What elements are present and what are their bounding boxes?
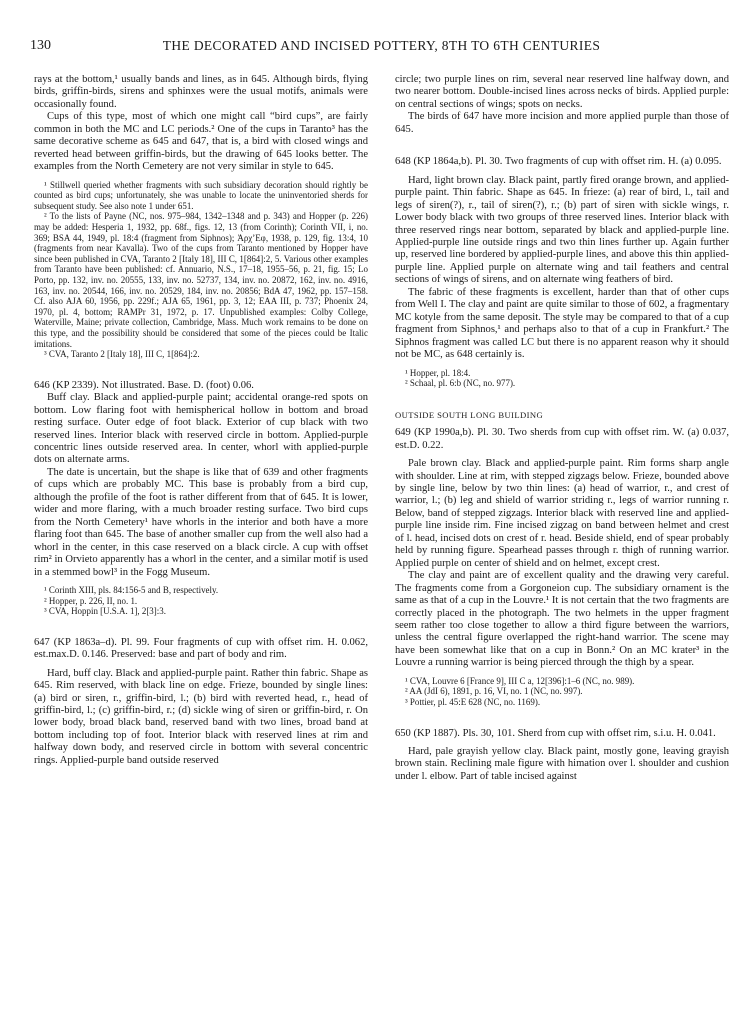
footnote: ³ CVA, Taranto 2 [Italy 18], III C, 1[864]:2.	[44, 349, 200, 360]
catalogue-entry-discussion: The date is uncertain, but the shape is like that of 639 and other fragments of cups which are probably MC. This base is probably from a bird cup, although the profile of the foot is rather different from that of 645. It is lower, wider and more flaring, with a much broader resting surface. Two bird cups from the North Cemetery¹ have whorls in the interior and both have a more flaring foot than 645. The base of another smaller cup from the well also had a whorl in the center, in this case reserved on a black circle. A cup with offset rim² in Orvieto apparently has a whorl in the center, and a similar motif is used in a stemmed bowl³ in the Fogg Museum.	[34, 466, 368, 578]
footnote: ³ CVA, Hoppin [U.S.A. 1], 2[3]:3.	[44, 606, 166, 617]
catalogue-entry-heading: 646 (KP 2339). Not illustrated. Base. D. (foot) 0.06.	[34, 379, 254, 391]
catalogue-entry-description: Hard, buff clay. Black and applied-purple paint. Rather thin fabric. Shape as 645. Rim reserved, with black line on edge. Frieze, bounded by single lines: (a) bird or siren, r., griffin-bird, l.; (b) bird with reverted head, r., head of griffin-bird, l.; (c) griffin-bird, r.; (d) sickle wing of siren or griffin-bird, r. On lower body, broad black band, reserved band with two lines, broad band at bottom including top of foot. Interior black with reserved lines at rim and halfway down body, and reserved circle in bottom with several concentric rings. Applied-purple band outside reserved	[34, 667, 368, 766]
running-title: THE DECORATED AND INCISED POTTERY, 8TH TO 6TH CENTURIES	[162, 38, 601, 53]
footnote: ³ Pottier, pl. 45:E 628 (NC, no. 1169).	[405, 696, 541, 707]
catalogue-entry-discussion: The fabric of these fragments is excellent, harder than that of other cups from Well I. The clay and paint are quite similar to those of 602, a fragmentary MC kotyle from the same deposit. The style may be compared to that of a cup fragment from Siphnos,¹ and perhaps also to that of a cup in Frankfurt.² The Siphnos fragment was called LC but there is no apparent reason why it should not be MC, as 648 certainly is.	[395, 286, 729, 361]
footnote: ¹ Stillwell queried whether fragments with such subsidiary decoration should rightly be counted as bird cups; unfortunately, she was unable to locate the uninventoried sherds for subsequent study. See also note 1 under 651.	[34, 179, 368, 211]
catalogue-entry-description: Buff clay. Black and applied-purple paint; accidental orange-red spots on bottom. Low flaring foot with hemispherical hollow in bottom and broad resting surface. Outer edge of foot black. Exterior of cup black with two reserved lines. Interior black with reserved circle in bottom. Applied-purple concentric lines outside reserved area. In center, whorl with applied-purple dots on alternate arms.	[34, 392, 368, 466]
left-column	[34, 74, 368, 767]
catalogue-entry-heading: 649 (KP 1990a,b). Pl. 30. Two sherds from cup with offset rim. W. (a) 0.037, est.D. 0.22.	[395, 427, 729, 451]
page-number: 130	[30, 38, 51, 53]
catalogue-entry-description: Hard, light brown clay. Black paint, partly fired orange brown, and applied-purple paint. Thin fabric. Shape as 645. In frieze: (a) rear of bird, l., tail and legs of siren(?), r., tail of siren(?), r.; (b) part of siren with sickle wings, r. Lower body black with two groups of three reserved lines. Interior black with three reserved rings near bottom, separated by black and applied-purple line. Applied-purple line outside rings and two thin lines further up. Again further up, reserved line bordered by applied-purple lines, and above this thin applied-purple line. Applied purple on alternate wing and tail feathers and central sections of wings of sirens, and on alternate wing feathers of bird.	[395, 174, 729, 286]
right-column	[395, 74, 729, 783]
section-heading: OUTSIDE SOUTH LONG BUILDING	[395, 409, 544, 420]
running-header	[30, 38, 723, 56]
footnote: ² To the lists of Payne (NC, nos. 975–984, 1342–1348 and p. 343) and Hopper (p. 226) may be added: Hesperia 1, 1932, pp. 68f., figs. 12, 13 (from Corinth); Corinth VII, i, no. 369; BSA 44, 1949, pl. 18:4 (fragment from Siphnos); Ἀρχ’Εφ, 1938, p. 129, fig. 13:4, 10 (fragments from near Kavalla). Two of the cups from Taranto mentioned by Hopper have since been published in CVA, Taranto 2 [Italy 18], III C, 1[864]:2, 5. Various other examples from Taranto have been published: cf. Annuario, N.S., 17–18, 1955–56, p. 21, fig. 15; Lo Porto, pp. 132, inv. no. 20555, 133, inv. no. 52737, 134, inv. no. 20872, 162, inv. no. 4916, 163, inv. no. 20544, 166, inv. no. 20529, 184, inv. no. 20856; BdA 47, 1962, pp. 157–158. Cf. also AJA 60, 1956, pp. 229f.; AJA 65, 1961, pp. 3, 12; EAA III, p. 737; Phoenix 24, 1970, pl. 4, bottom; RAMPr 31, 1972, p. 17. Unpublished examples: Colby College, Waterville, Maine; private collection, Cambridge, Mass. Much work remains to be done on this type, and the possibility should be considered that some of the pieces could be Italic imitations.	[34, 211, 368, 349]
catalogue-entry-description: Hard, pale grayish yellow clay. Black paint, mostly gone, leaving grayish brown stain. Reclining male figure with himation over l. shoulder and cushion under l. elbow. Part of table incised against	[395, 746, 729, 782]
footnote: ² Schaal, pl. 6:b (NC, no. 977).	[405, 378, 516, 389]
footnote: ² Hopper, p. 226, II, no. 1.	[44, 595, 138, 606]
paragraph: Cups of this type, most of which one might call “bird cups”, are fairly common in both the MC and LC periods.² One of the cups in Taranto³ has the same decorative scheme as 645 and 647, that is, a bird with closed wings and reverted head between griffin-birds, but the drawing of 645 looks better. The examples from the North Cemetery are not very similar in style to 645.	[34, 111, 368, 173]
footnote: ² AA (JdI 6), 1891, p. 16, VI, no. 1 (NC, no. 997).	[405, 686, 583, 697]
paragraph: circle; two purple lines on rim, several near reserved line halfway down, and two nearer bottom. Double-incised lines across necks of birds. Applied purple: on central sections of wings; spots on necks.	[395, 74, 729, 110]
catalogue-entry-discussion: The clay and paint are of excellent quality and the drawing very careful. The fragments come from a Gorgoneion cup. The subsidiary ornament is the same as that of a cup in the Louvre.¹ It is not certain that the two fragments are correctly placed in the photograph. The two helmets in the upper fragment seem rather too close together to allow a third figure between the warriors, unless the central figure overlapped the right-hand warrior. The scene may have been somewhat like that on a cup in Bonn.² On an MC krater³ in the Louvre a running warrior is being pierced through the thigh by a spear.	[395, 570, 729, 669]
catalogue-entry-heading: 648 (KP 1864a,b). Pl. 30. Two fragments of cup with offset rim. H. (a) 0.095.	[395, 156, 722, 168]
footnote: ¹ CVA, Louvre 6 [France 9], III C a, 12[396]:1–6 (NC, no. 989).	[405, 675, 635, 686]
catalogue-entry-discussion: The birds of 647 have more incision and more applied purple than those of 645.	[395, 111, 729, 135]
catalogue-entry-description: Pale brown clay. Black and applied-purple paint. Rim forms sharp angle with shoulder. Line at rim, with stepped zigzags below. Frieze, bounded above by single line, below by two thin lines: (a) head of warrior, r., and crest of warrior, l.; (b) leg and shield of warrior striding r., legs of warrior running r. Below, band of stepped zigzags. Interior black with reserved line and applied-purple line inside rim. Fine incised zigzag on band between helmet and crest of l. head, incised dots on crest of r. head. Beside shield, end of spear probably held by running figure. Spearhead passes through r. thigh of running warrior. Applied purple on center of shield and on helmet, except crest.	[395, 458, 729, 569]
paragraph: rays at the bottom,¹ usually bands and lines, as in 645. Although birds, flying birds, griffin-birds, sirens and sphinxes were the usual motifs, animals were occasionally found.	[34, 74, 368, 110]
catalogue-entry-heading: 650 (KP 1887). Pls. 30, 101. Sherd from cup with offset rim, s.i.u. H. 0.041.	[395, 727, 716, 739]
catalogue-entry-heading: 647 (KP 1863a–d). Pl. 99. Four fragments of cup with offset rim. H. 0.062, est.max.D. 0.146. Preserved: base and part of body and rim.	[34, 636, 368, 661]
footnote: ¹ Corinth XIII, pls. 84:156-5 and B, respectively.	[44, 584, 219, 595]
footnote: ¹ Hopper, pl. 18:4.	[405, 367, 471, 378]
